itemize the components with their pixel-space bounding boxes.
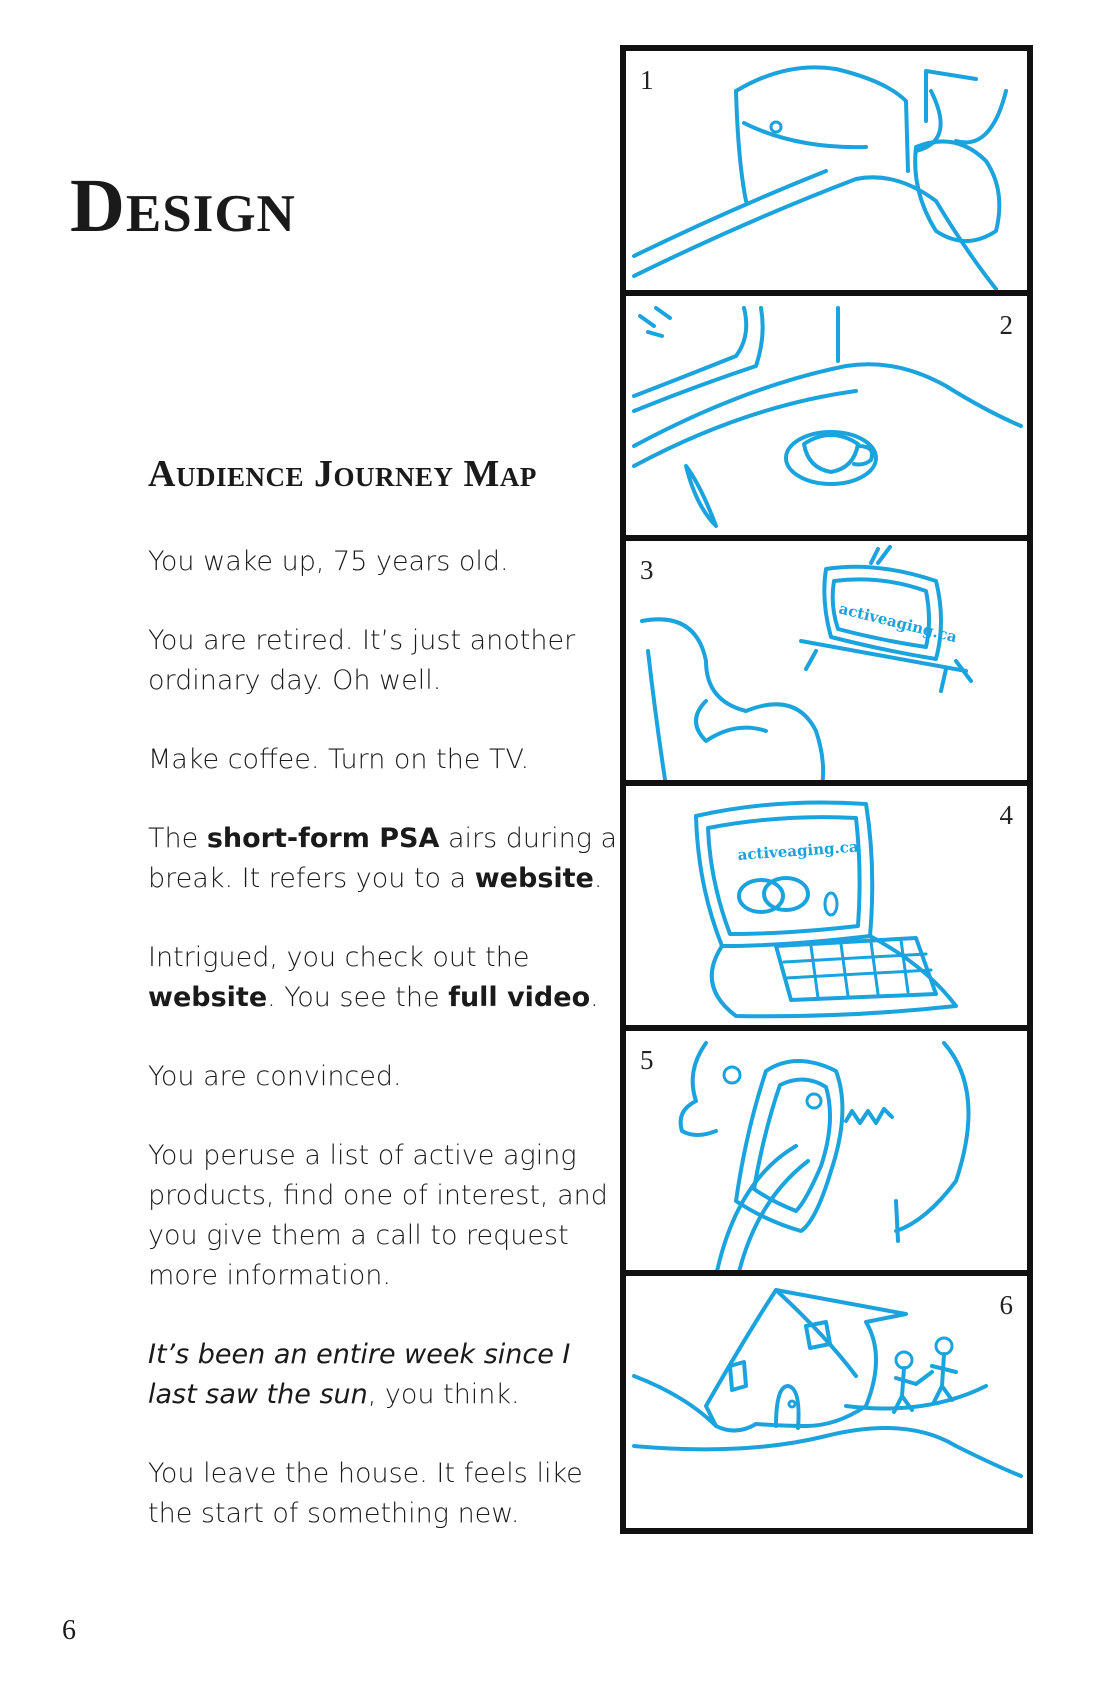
paragraph-peruse: You peruse a list of active aging products, find one of interest, and you give them a call to request more information. bbox=[148, 1140, 608, 1291]
panel-number: 3 bbox=[640, 555, 654, 585]
phone-call-sketch bbox=[626, 1031, 1027, 1283]
house-walkers-sketch bbox=[626, 1276, 1027, 1528]
page-number: 6 bbox=[62, 1615, 76, 1646]
panel-number: 2 bbox=[999, 310, 1013, 340]
page-title: Design bbox=[70, 164, 296, 248]
storyboard-panel-5 bbox=[620, 1025, 1033, 1289]
tv-screen-text: activeaging.ca bbox=[837, 599, 959, 647]
paragraph-leave-house: You leave the house. It feels like the start of something new. bbox=[148, 1458, 583, 1529]
emphasis-short-form-psa: short-form PSA bbox=[206, 823, 440, 854]
storyboard-panel-4 bbox=[620, 780, 1033, 1044]
paragraph-wake-up: You wake up, 75 years old. bbox=[148, 546, 509, 577]
thought-italic: It’s been an entire week since I last saw the sun bbox=[148, 1339, 571, 1410]
panel-number: 1 bbox=[640, 65, 654, 95]
storyboard-panel-2 bbox=[620, 290, 1033, 554]
paragraph-convinced: You are convinced. bbox=[148, 1061, 402, 1092]
storyboard-panel-1 bbox=[620, 45, 1033, 309]
armchair-tv-sketch bbox=[626, 541, 1027, 793]
paragraph-intrigued: Intrigued, you check out the website. You see the full video. bbox=[148, 942, 599, 1013]
paragraph-sun: It’s been an entire week since I last saw the sun, you think. bbox=[148, 1339, 571, 1410]
panel-number: 6 bbox=[999, 1290, 1013, 1320]
paragraph-coffee-tv: Make coffee. Turn on the TV. bbox=[148, 744, 530, 775]
journey-text bbox=[148, 542, 623, 1573]
storyboard-panel-6 bbox=[620, 1270, 1033, 1534]
emphasis-website: website bbox=[148, 982, 268, 1013]
panel-number: 4 bbox=[999, 800, 1013, 830]
storyboard-panel-3 bbox=[620, 535, 1033, 799]
coffee-cup-table-sketch bbox=[626, 296, 1027, 548]
paragraph-retired: You are retired. It’s just another ordinary day. Oh well. bbox=[148, 625, 576, 696]
laptop-screen-text: activeaging.ca bbox=[737, 837, 860, 864]
paragraph-psa: The short-form PSA airs during a break. It refers you to a website. bbox=[148, 823, 618, 894]
emphasis-website: website bbox=[474, 863, 594, 894]
emphasis-full-video: full video bbox=[448, 982, 591, 1013]
panel-number: 5 bbox=[640, 1045, 654, 1075]
laptop-website-sketch bbox=[626, 786, 1027, 1038]
storyboard bbox=[620, 45, 1033, 1645]
section-heading: Audience Journey Map bbox=[148, 453, 537, 495]
alarm-clock-glasses-sketch bbox=[626, 51, 1027, 303]
